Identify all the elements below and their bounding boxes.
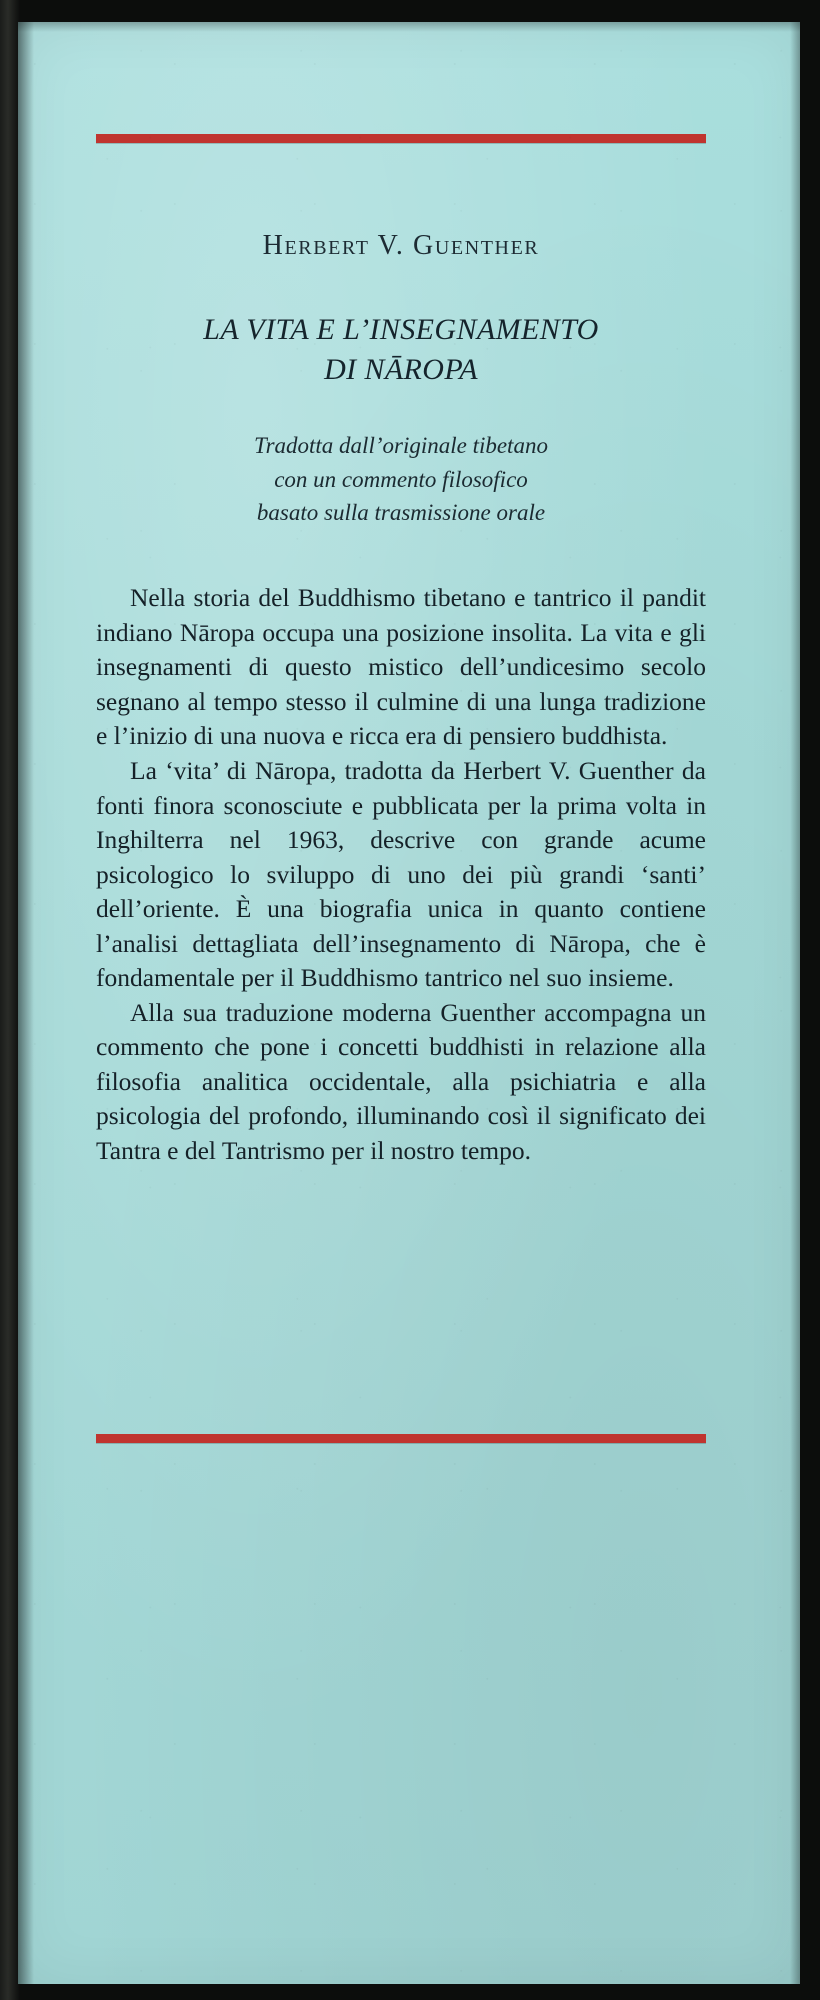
bottom-rule — [96, 1434, 706, 1443]
book-title — [96, 310, 706, 389]
blurb-paragraph: Nella storia del Buddhismo tibetano e tantrico il pandit indiano Nāropa occupa una posizione insolita. La vita e gli insegnamenti di questo mistico dell’undicesimo secolo segnano al tempo stesso il culmine di una lunga tradizione e l’inizio di una nuova e ricca era di pensiero buddhista. — [96, 583, 706, 751]
book-subtitle-line-2: con un commento filosofico — [274, 466, 528, 492]
blurb-paragraph: La ‘vita’ di Nāropa, tradotta da Herbert V. Guenther da fonti finora sconosciute e pubblicata per la prima volta in Inghilterra nel 1963, descrive con grande acume psicologico lo sviluppo di uno dei più grandi ‘santi’ dell’oriente. È una biografia unica in quanto contiene l’analisi dettagliata dell’insegnamento di Nāropa, che è fondamentale per il Buddhismo tantrico nel suo insieme. — [96, 755, 706, 993]
jacket-flap-paper — [18, 22, 800, 1984]
paper-right-shadow — [790, 22, 800, 1984]
book-subtitle-line-3: basato sulla trasmissione orale — [256, 499, 546, 525]
blurb-text — [96, 581, 706, 1168]
author-name: Herbert V. Guenther — [262, 230, 540, 261]
top-rule — [96, 134, 706, 143]
book-subtitle-line-1: Tradotta dall’originale tibetano — [254, 433, 548, 459]
blurb-paragraph: Alla sua traduzione moderna Guenther accompagna un commento che pone i concetti buddhisti in relazione alla filosofia analitica occidentale, alla psichiatria e alla psicologia del profondo, illuminando così il significato dei Tantra e del Tantrismo per il nostro tempo. — [96, 997, 706, 1165]
book-title-line-2: DI NĀROPA — [324, 352, 478, 386]
flap-content — [96, 182, 706, 1169]
book-title-line-1: LA VITA E L’INSEGNAMENTO — [203, 313, 599, 346]
paper-top-shadow — [18, 22, 800, 32]
book-subtitle — [96, 429, 706, 529]
paper-left-shadow — [18, 22, 34, 1984]
